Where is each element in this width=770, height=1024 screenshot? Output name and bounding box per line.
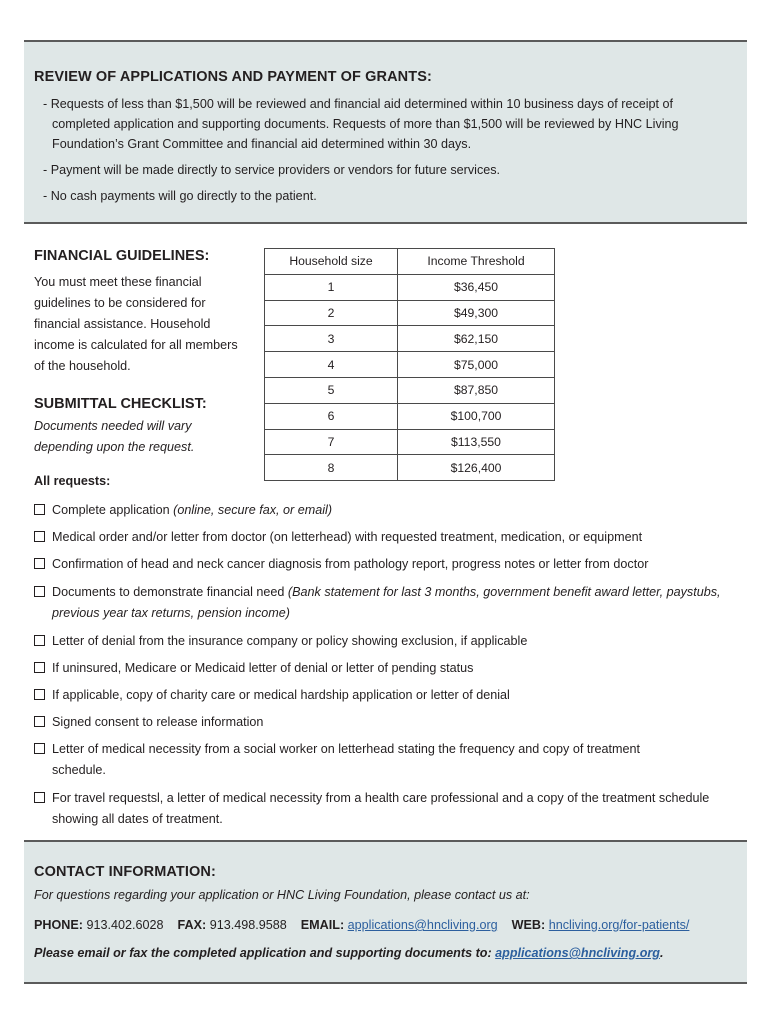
fax-number: 913.498.9588 [209,918,287,932]
income-cell: $113,550 [398,429,555,455]
checklist-item-diagnosis-confirmation[interactable] [34,554,739,575]
checklist-item-label: Medical order and/or letter from doctor (on letterhead) with requested treatment, medication, or equipment [52,530,643,544]
income-cell: $126,400 [398,455,555,481]
household-size-cell: 2 [265,300,398,326]
checklist-item-signed-consent[interactable] [34,712,739,733]
income-cell: $62,150 [398,326,555,352]
household-size-cell: 1 [265,274,398,300]
checklist-item-label: Documents to demonstrate financial need [52,585,288,599]
checkbox[interactable] [34,504,45,515]
submit-email-link[interactable]: applications@hncliving.org [495,946,660,960]
table-row [265,274,555,300]
email-link[interactable]: applications@hncliving.org [347,918,498,932]
submit-text: Please email or fax the completed application and supporting documents to: [34,946,496,960]
checkbox[interactable] [34,743,45,754]
table-row [265,429,555,455]
table-row [265,326,555,352]
household-size-cell: 7 [265,429,398,455]
checklist-item-label: If uninsured, Medicare or Medicaid letter of denial or letter of pending status [52,661,474,675]
income-cell: $100,700 [398,403,555,429]
all-requests-label: All requests: [34,474,111,488]
checklist-item-travel-request[interactable] [34,788,739,830]
header-income-threshold: Income Threshold [398,249,555,275]
household-size-cell: 6 [265,403,398,429]
household-size-cell: 3 [265,326,398,352]
checklist-item-note: (Bank statement for last 3 months, government benefit award letter, paystubs, previous year tax returns, pension income) [52,585,721,620]
checklist-heading: SUBMITTAL CHECKLIST: [34,396,207,412]
income-cell: $36,450 [398,274,555,300]
checklist-item-charity-care[interactable] [34,685,739,706]
table-row [265,455,555,481]
table-row [265,403,555,429]
table-row [265,377,555,403]
checkbox[interactable] [34,716,45,727]
phone-label: PHONE: [34,918,83,932]
checklist-item-medical-order[interactable] [34,527,739,548]
checklist-item-label: For travel requestsl, a letter of medical necessity from a health care professional and a copy of the treatment schedule showing all dates of treatment. [52,791,710,826]
checklist-item-label: Letter of denial from the insurance company or policy showing exclusion, if applicable [52,634,528,648]
financial-heading: FINANCIAL GUIDELINES: [34,248,210,264]
household-size-cell: 5 [265,377,398,403]
checklist-item-financial-need[interactable] [34,582,739,624]
web-label: WEB: [511,918,546,932]
review-heading: REVIEW OF APPLICATIONS AND PAYMENT OF GRANTS: [34,69,432,85]
checkbox[interactable] [34,635,45,646]
checklist-item-label: Complete application [52,503,174,517]
checklist-item-label: Confirmation of head and neck cancer diagnosis from pathology report, progress notes or letter from doctor [52,557,649,571]
checklist-item-insurance-denial[interactable] [34,631,739,652]
review-bullet-1: - Requests of less than $1,500 will be reviewed and financial aid determined within 10 business days of receipt of completed application and supporting documents. Requests of more than $1,500 will be reviewed by HNC Living Foundation’s Grant Committee and financial aid determined within 30 days. [43,97,679,151]
checklist-item-uninsured-letter[interactable] [34,658,739,679]
table-row [265,300,555,326]
income-cell: $49,300 [398,300,555,326]
header-household-size: Household size [265,249,398,275]
checklist-item-label: Letter of medical necessity from a social worker on letterhead stating the frequency and copy of treatment schedule. [52,742,641,777]
contact-details [34,918,689,932]
checklist-item-social-worker-letter[interactable] [34,739,654,781]
checkbox[interactable] [34,586,45,597]
checklist-item-label: If applicable, copy of charity care or medical hardship application or letter of denial [52,688,510,702]
table-header-row [265,249,555,275]
financial-description: You must meet these financial guidelines to be considered for financial assistance. Household income is calculated for all members of the household. [34,275,238,373]
contact-section [24,840,747,984]
checkbox[interactable] [34,662,45,673]
checkbox[interactable] [34,558,45,569]
review-section [24,40,747,224]
income-threshold-table [264,248,555,481]
checkbox[interactable] [34,689,45,700]
checkbox[interactable] [34,531,45,542]
email-label: EMAIL: [300,918,345,932]
submit-end: . [659,946,664,960]
income-cell: $75,000 [398,352,555,378]
checklist-item-complete-application[interactable] [34,500,739,521]
review-bullet-3: - No cash payments will go directly to the patient. [43,189,317,203]
phone-number: 913.402.6028 [86,918,164,932]
contact-heading: CONTACT INFORMATION: [34,864,216,880]
contact-intro: For questions regarding your application or HNC Living Foundation, please contact us at: [34,888,530,902]
income-cell: $87,850 [398,377,555,403]
checklist-item-note: (online, secure fax, or email) [173,503,333,517]
checklist-item-label: Signed consent to release information [52,715,264,729]
household-size-cell: 4 [265,352,398,378]
review-bullet-2: - Payment will be made directly to service providers or vendors for future services. [43,163,501,177]
table-row [265,352,555,378]
checklist-note: Documents needed will vary depending upon the request. [34,419,195,454]
checkbox[interactable] [34,792,45,803]
web-link[interactable]: hncliving.org/for-patients/ [548,918,690,932]
household-size-cell: 8 [265,455,398,481]
submit-instructions [34,946,663,960]
fax-label: FAX: [177,918,207,932]
